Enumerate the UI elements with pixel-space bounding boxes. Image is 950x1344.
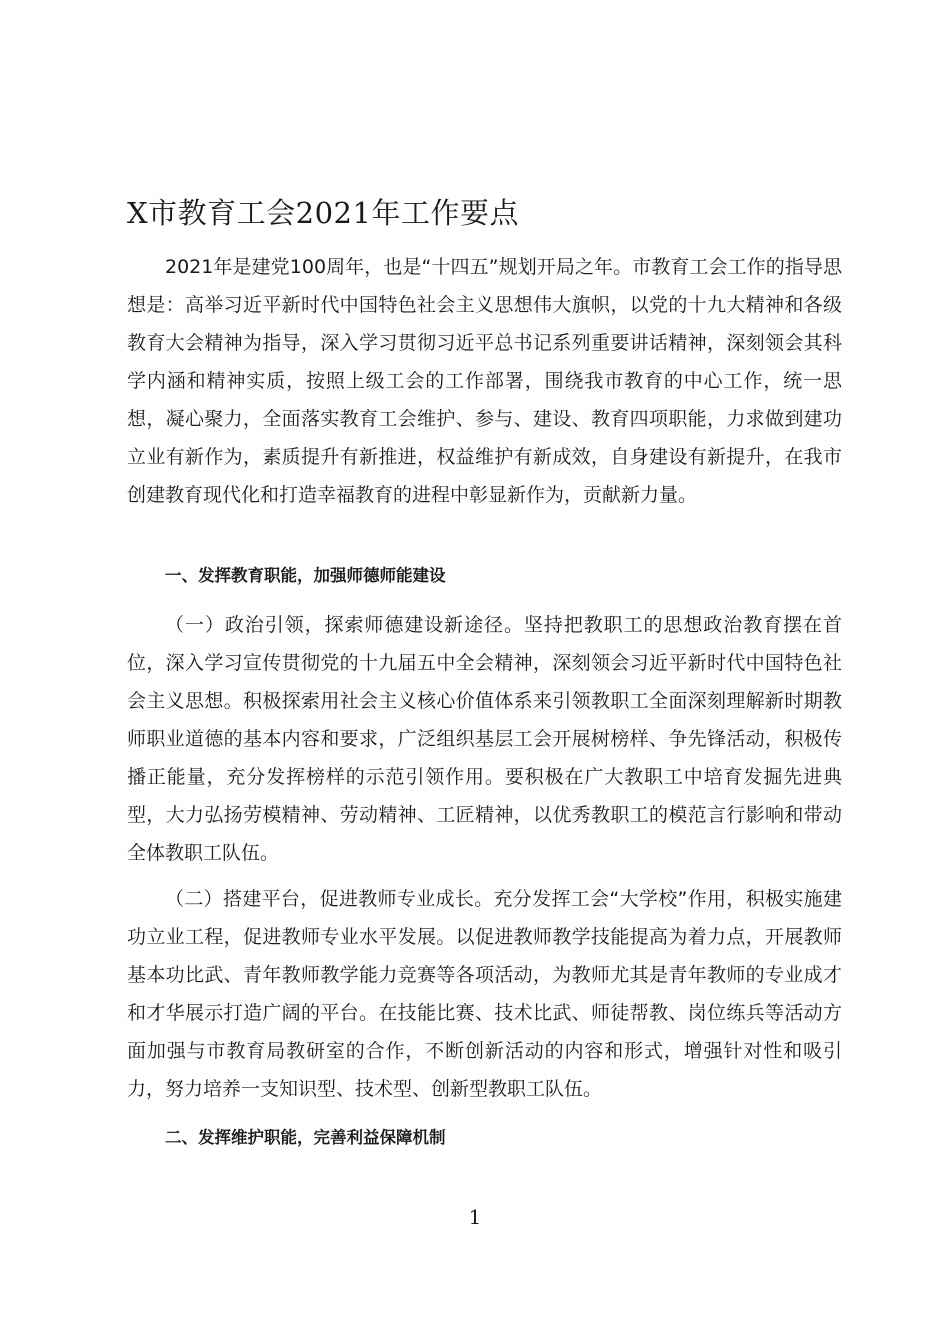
section-2-heading: 二、发挥维护职能，完善利益保障机制 <box>165 1128 446 1147</box>
document-title: X市教育工会2021年工作要点 <box>127 196 519 230</box>
page-number: 1 <box>468 1205 482 1229</box>
section-1-paragraph-2: （二）搭建平台，促进教师专业成长。充分发挥工会“大学校”作用，积极实施建功立业工程，促进教师专业水平发展。以促进教师教学技能提高为着力点，开展教师基本功比武、青年教师教学能力竞赛等各项活动，为教师尤其是青年教师的专业成才和才华展示打造广阔的平台。在技能比赛、技术比武、师徒帮教、岗位练兵等活动方面加强与市教育局教研室的合作，不断创新活动的内容和形式，增强针对性和吸引力，努力培养一支知识型、技术型、创新型教职工队伍。 <box>127 888 842 1100</box>
section-1-paragraph-1: （一）政治引领，探索师德建设新途径。坚持把教职工的思想政治教育摆在首位，深入学习宣传贯彻党的十九届五中全会精神，深刻领会习近平新时代中国特色社会主义思想。积极探索用社会主义核心价值体系来引领教职工全面深刻理解新时期教师职业道德的基本内容和要求，广泛组织基层工会开展树榜样、争先锋活动，积极传播正能量，充分发挥榜样的示范引领作用。要积极在广大教职工中培育发掘先进典型，大力弘扬劳模精神、劳动精神、工匠精神，以优秀教职工的模范言行影响和带动全体教职工队伍。 <box>127 614 842 864</box>
intro-paragraph: 2021年是建党100周年，也是“十四五”规划开局之年。市教育工会工作的指导思想是：高举习近平新时代中国特色社会主义思想伟大旗帜，以党的十九大精神和各级教育大会精神为指导，深入学习贯彻习近平总书记系列重要讲话精神，深刻领会其科学内涵和精神实质，按照上级工会的工作部署，围绕我市教育的中心工作，统一思想，凝心聚力，全面落实教育工会维护、参与、建设、教育四项职能，力求做到建功立业有新作为，素质提升有新推进，权益维护有新成效，自身建设有新提升，在我市创建教育现代化和打造幸福教育的进程中彰显新作为，贡献新力量。 <box>127 256 842 506</box>
section-1-heading: 一、发挥教育职能，加强师德师能建设 <box>165 566 446 585</box>
